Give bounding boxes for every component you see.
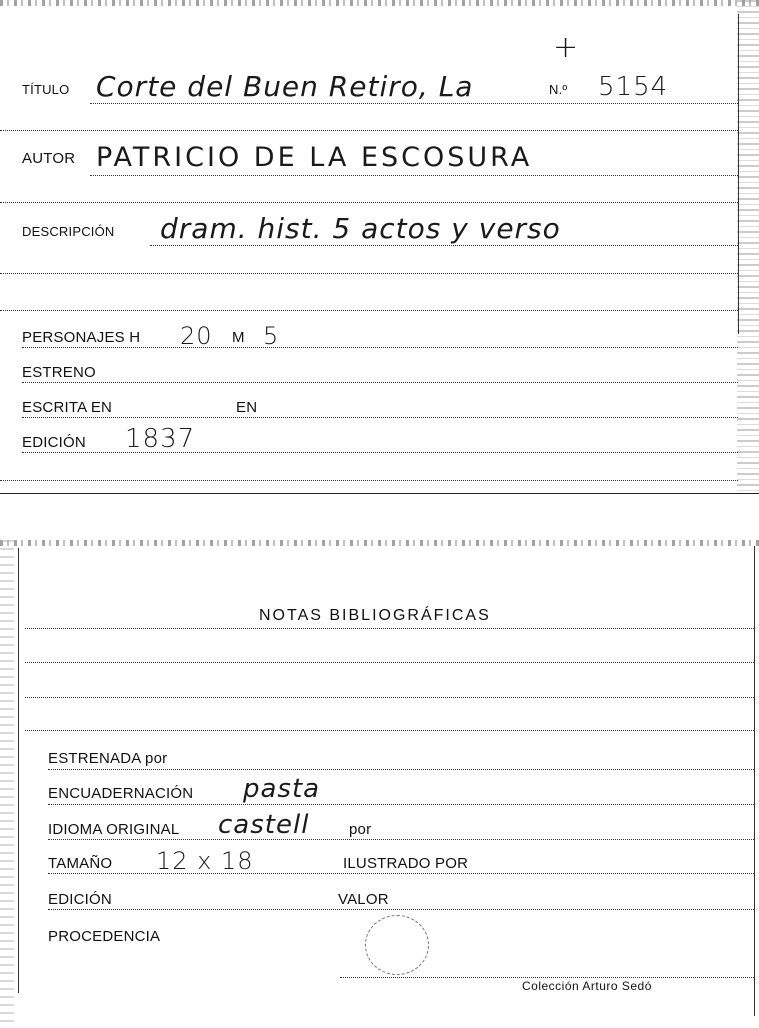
estrenada-line bbox=[48, 769, 754, 770]
idioma-por-label: por bbox=[349, 821, 372, 838]
encuadernacion-label: ENCUADERNACIÓN bbox=[48, 785, 194, 802]
encuadernacion-line bbox=[48, 804, 754, 805]
blank-line bbox=[0, 480, 738, 481]
idioma-value: castell bbox=[218, 810, 310, 840]
descripcion-label: DESCRIPCIÓN bbox=[22, 224, 115, 239]
edicion2-line bbox=[48, 909, 754, 910]
numero-label: N.º bbox=[549, 82, 568, 97]
titulo-label: TÍTULO bbox=[22, 82, 70, 97]
blank-line bbox=[25, 730, 754, 731]
personajes-label: PERSONAJES H bbox=[22, 329, 141, 346]
idioma-line bbox=[48, 839, 754, 840]
personajes-h-value: 20 bbox=[180, 322, 213, 350]
titulo-value: Corte del Buen Retiro, La bbox=[96, 70, 474, 103]
blank-line bbox=[0, 130, 738, 131]
card-margin-line bbox=[738, 14, 739, 334]
tamano-label: TAMAÑO bbox=[48, 855, 113, 872]
escrita-line bbox=[22, 417, 738, 418]
blank-line bbox=[0, 202, 738, 203]
personajes-line bbox=[22, 347, 738, 348]
escrita-en-label: EN bbox=[236, 399, 258, 416]
encuadernacion-value: pasta bbox=[243, 774, 321, 804]
blank-line bbox=[0, 310, 738, 311]
autor-line bbox=[90, 175, 738, 176]
idioma-label: IDIOMA ORIGINAL bbox=[48, 821, 180, 838]
autor-value: PATRICIO DE LA ESCOSURA bbox=[96, 142, 533, 173]
card-edge-top bbox=[0, 0, 759, 6]
estreno-label: ESTRENO bbox=[22, 364, 96, 381]
tamano-line bbox=[48, 873, 754, 874]
procedencia-label: PROCEDENCIA bbox=[48, 928, 161, 945]
numero-value: 5154 bbox=[598, 72, 669, 102]
titulo-line bbox=[90, 103, 738, 104]
valor-label: VALOR bbox=[338, 891, 389, 908]
personajes-m-value: 5 bbox=[263, 322, 280, 350]
stamp-mark bbox=[365, 915, 429, 975]
card-edge-right bbox=[737, 0, 759, 493]
blank-line bbox=[25, 697, 754, 698]
personajes-m-label: M bbox=[232, 329, 245, 346]
notas-line bbox=[25, 628, 754, 629]
card-margin-line-left bbox=[18, 548, 19, 993]
ilustrado-label: ILUSTRADO POR bbox=[343, 855, 469, 872]
tamano-value: 12 x 18 bbox=[156, 847, 254, 875]
coleccion-label: Colección Arturo Sedó bbox=[522, 979, 652, 993]
descripcion-line bbox=[150, 245, 738, 246]
edicion-label: EDICIÓN bbox=[22, 434, 86, 451]
estrenada-label: ESTRENADA por bbox=[48, 750, 168, 767]
escrita-label: ESCRITA EN bbox=[22, 399, 113, 416]
cross-mark: + bbox=[553, 30, 580, 65]
blank-line bbox=[0, 273, 738, 274]
notas-heading: NOTAS BIBLIOGRÁFICAS bbox=[259, 607, 491, 624]
card-margin-line-right bbox=[754, 546, 755, 1016]
card-edge-top bbox=[0, 540, 759, 546]
edicion-value: 1837 bbox=[125, 424, 196, 454]
estreno-line bbox=[22, 382, 738, 383]
card-edge-left bbox=[0, 540, 14, 1028]
catalog-card-front bbox=[0, 0, 759, 494]
catalog-card-back bbox=[0, 540, 759, 1028]
edicion2-label: EDICIÓN bbox=[48, 891, 112, 908]
autor-label: AUTOR bbox=[22, 150, 76, 167]
descripcion-value: dram. hist. 5 actos y verso bbox=[160, 212, 561, 245]
procedencia-line bbox=[340, 977, 754, 978]
blank-line bbox=[25, 662, 754, 663]
edicion-line bbox=[22, 452, 738, 453]
